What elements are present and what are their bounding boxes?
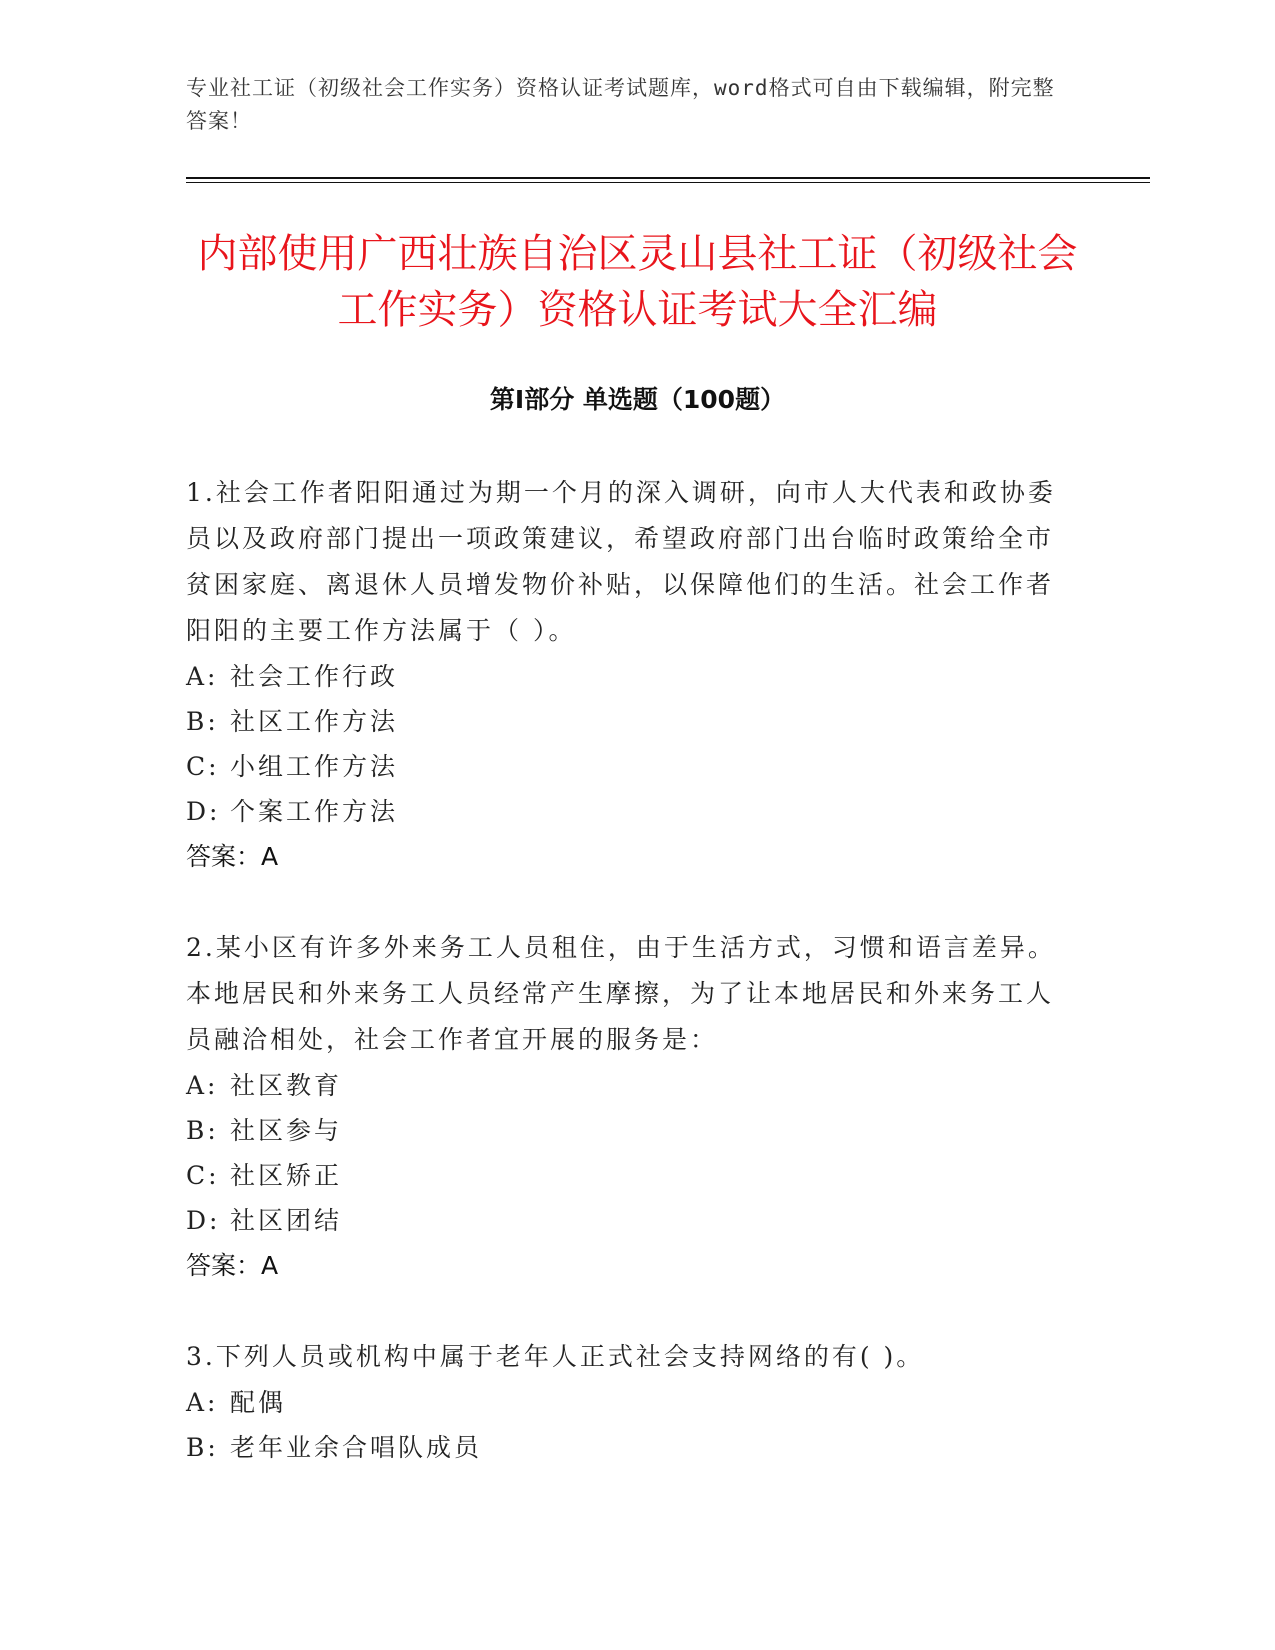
question-list	[186, 470, 1066, 1516]
header-rule-thin	[186, 182, 1150, 183]
option-c	[186, 1153, 1066, 1198]
answer-line: 答案：A	[186, 842, 279, 871]
option-text: 社区参与	[230, 1116, 343, 1145]
option-letter: B:	[186, 707, 219, 736]
question-stem: 1.社会工作者阳阳通过为期一个月的深入调研，向市人大代表和政协委员以及政府部门提出一项政策建议，希望政府部门出台临时政策给全市贫困家庭、离退休人员增发物价补贴，以保障他们的生活。社会工作者阳阳的主要工作方法属于（ ）。	[186, 478, 1056, 645]
header-note: 专业社工证（初级社会工作实务）资格认证考试题库，word格式可自由下载编辑，附完整答案！	[186, 76, 1055, 133]
option-c	[186, 744, 1066, 789]
option-letter: D:	[186, 797, 221, 826]
option-a	[186, 1380, 1066, 1425]
question-2	[186, 925, 1066, 1288]
option-text: 社区工作方法	[230, 707, 399, 736]
option-d	[186, 789, 1066, 834]
option-a	[186, 654, 1066, 699]
option-letter: B:	[186, 1116, 219, 1145]
option-a	[186, 1063, 1066, 1108]
option-text: 社会工作行政	[230, 662, 399, 691]
option-text: 社区矫正	[230, 1161, 343, 1190]
question-stem: 3.下列人员或机构中属于老年人正式社会支持网络的有( )。	[186, 1342, 925, 1371]
option-letter: B:	[186, 1433, 219, 1462]
option-text: 配偶	[230, 1388, 287, 1417]
option-b	[186, 699, 1066, 744]
section-title: 第I部分 单选题（100题）	[489, 385, 786, 414]
document-title: 内部使用广西壮族自治区灵山县社工证（初级社会工作实务）资格认证考试大全汇编	[197, 231, 1078, 333]
header-rule-thick	[186, 177, 1150, 179]
option-b	[186, 1425, 1066, 1470]
option-text: 个案工作方法	[230, 797, 399, 826]
option-letter: C:	[186, 752, 220, 781]
option-letter: A:	[186, 1071, 219, 1100]
answer-line: 答案：A	[186, 1251, 279, 1280]
question-1	[186, 470, 1066, 879]
option-b	[186, 1108, 1066, 1153]
option-letter: C:	[186, 1161, 220, 1190]
option-letter: A:	[186, 1388, 219, 1417]
question-stem: 2.某小区有许多外来务工人员租住，由于生活方式，习惯和语言差异。本地居民和外来务工人员经常产生摩擦，为了让本地居民和外来务工人员融洽相处，社会工作者宜开展的服务是：	[186, 933, 1056, 1054]
option-letter: D:	[186, 1206, 221, 1235]
option-text: 社区团结	[230, 1206, 343, 1235]
option-text: 社区教育	[230, 1071, 343, 1100]
question-3	[186, 1334, 1066, 1470]
option-d	[186, 1198, 1066, 1243]
option-letter: A:	[186, 662, 219, 691]
option-text: 小组工作方法	[230, 752, 399, 781]
option-text: 老年业余合唱队成员	[230, 1433, 483, 1462]
